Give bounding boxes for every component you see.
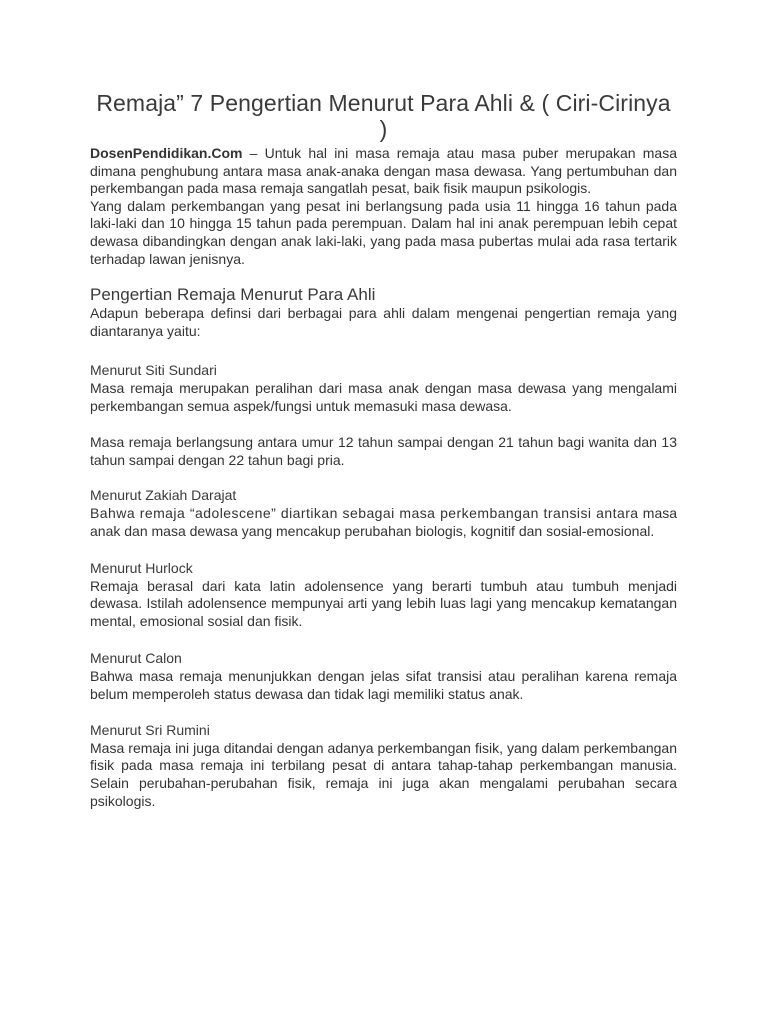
expert-text-zakiah-darajat-rest: masa anak dan masa dewasa yang mencakup perubahan biologis, kognitif dan sosial-emosional. [90,504,678,539]
intro-paragraph-1 [90,145,677,198]
expert-heading-zakiah-darajat: Menurut Zakiah Darajat [90,487,237,504]
expert-text-calon: Bahwa masa remaja menunjukkan dengan jelas sifat transisi atau peralihan karena remaja belum memperoleh status dewasa dan tidak lagi memiliki status anak. [90,668,677,702]
document-page [90,90,677,810]
expert-text-sri-rumini: Masa remaja ini juga ditandai dengan adanya perkembangan fisik, yang dalam perkembangan fisik pada masa remaja ini terbilang pesat di antara tahap-tahap perkembangan manusia. Selain perubahan-perubahan fisik, remaja ini juga akan mengalami perubahan secara psikologis. [90,739,677,809]
expert-text-zakiah-darajat [90,505,677,540]
expert-text-zakiah-darajat-line1: Bahwa remaja “adolescene” diartikan sebagai masa perkembangan transisi antara [90,504,639,521]
expert-heading-siti-sundari: Menurut Siti Sundari [90,362,217,379]
expert-heading-calon: Menurut Calon [90,650,182,667]
expert-text-hurlock: Remaja berasal dari kata latin adolensence yang berarti tumbuh atau tumbuh menjadi dewasa. Istilah adolensence mempunyai arti yang lebih luas lagi yang mencakup kematangan mental, emosional sosial dan fisik. [90,577,677,629]
intro-text: – Untuk hal ini masa remaja atau masa puber merupakan masa dimana penghubung antara masa anak-anaka dengan masa dewasa. Yang pertumbuhan dan perkembangan pada masa remaja sangatlah pesat, baik fisik maupun psikologis. [90,145,677,197]
expert-extra-siti-sundari: Masa remaja berlangsung antara umur 12 tahun sampai dengan 21 tahun bagi wanita dan 13 tahun sampai dengan 22 tahun bagi pria. [90,434,677,468]
section-intro: Adapun beberapa definsi dari berbagai para ahli dalam mengenai pengertian remaja yang diantaranya yaitu: [90,305,677,339]
site-brand: DosenPendidikan.Com [90,145,243,161]
expert-heading-sri-rumini: Menurut Sri Rumini [90,722,210,739]
expert-heading-hurlock: Menurut Hurlock [90,560,193,577]
expert-text-siti-sundari: Masa remaja merupakan peralihan dari masa anak dengan masa dewasa yang mengalami perkembangan semua aspek/fungsi untuk memasuki masa dewasa. [90,379,677,414]
document-title: Remaja” 7 Pengertian Menurut Para Ahli & ( Ciri-Cirinya ) [96,90,671,142]
intro-paragraph-2: Yang dalam perkembangan yang pesat ini berlangsung pada usia 11 hingga 16 tahun pada laki-laki dan 10 hingga 15 tahun pada perempuan. Dalam hal ini anak perempuan lebih cepat dewasa dibandingkan dengan anak laki-laki, yang pada masa pubertas mulai ada rasa tertarik terhadap lawan jenisnya. [90,197,677,267]
section-heading: Pengertian Remaja Menurut Para Ahli [90,285,376,305]
